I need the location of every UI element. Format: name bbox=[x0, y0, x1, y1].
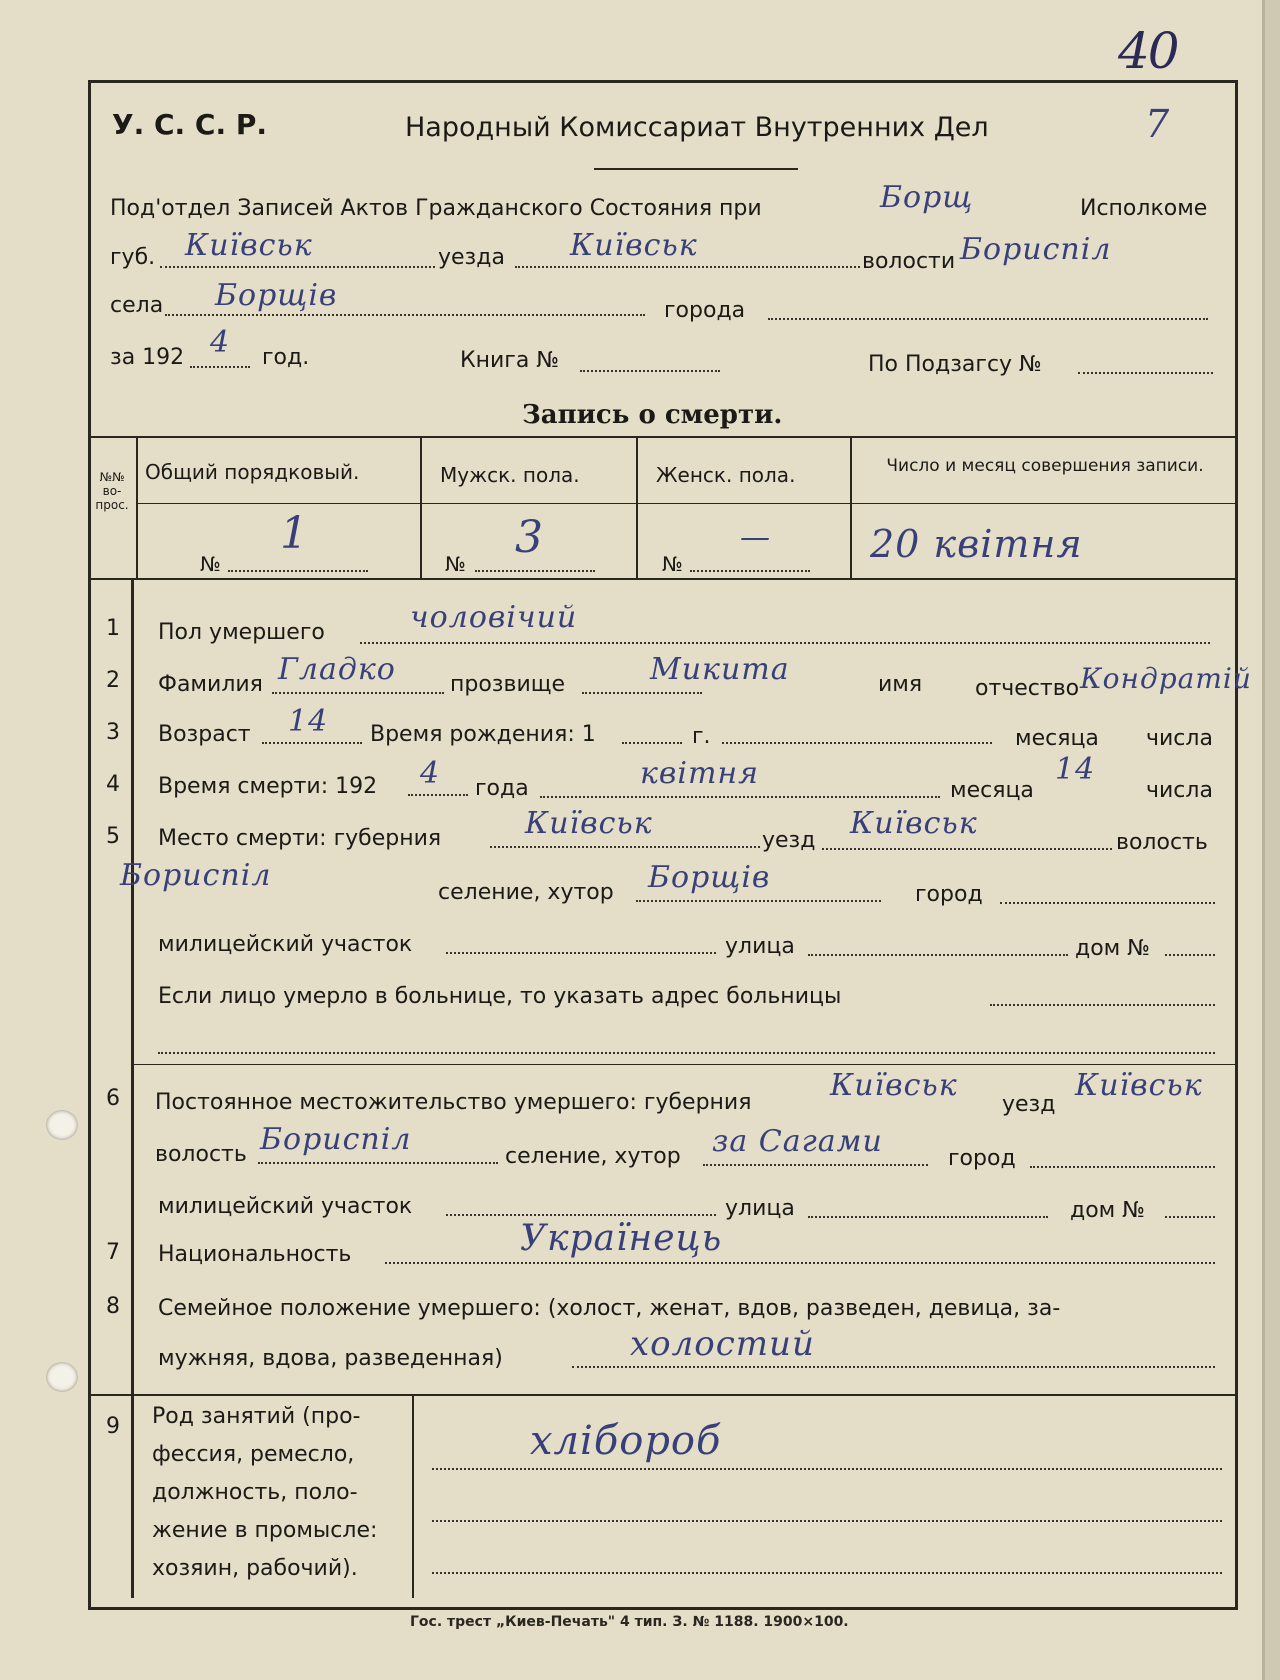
death-time-label: Время смерти: 192 bbox=[158, 774, 378, 799]
occupation-label-1: Род занятий (про- bbox=[152, 1404, 361, 1429]
row-number: 7 bbox=[106, 1240, 120, 1265]
occupation-label-2: фессия, ремесло, bbox=[152, 1442, 355, 1467]
name-hand: Микита bbox=[650, 652, 790, 687]
occupation-line bbox=[432, 1572, 1222, 1574]
city-label: город bbox=[948, 1146, 1016, 1171]
birth-year-suffix: г. bbox=[692, 724, 711, 749]
patronymic-label: отчество bbox=[975, 676, 1080, 701]
residence-village-hand: за Сагами bbox=[712, 1124, 883, 1159]
residence-gub-hand: Київськ bbox=[830, 1068, 958, 1103]
kniga-label: Книга № bbox=[460, 348, 560, 373]
name-label: имя bbox=[878, 672, 923, 697]
row-number: 3 bbox=[106, 720, 120, 745]
punch-hole bbox=[46, 1110, 78, 1140]
header-subrule bbox=[136, 503, 1238, 504]
house-label: дом № bbox=[1070, 1198, 1146, 1223]
street-label: улица bbox=[725, 934, 795, 959]
death-month-hand: квітня bbox=[640, 756, 760, 791]
god-label: год. bbox=[262, 345, 310, 370]
punch-hole bbox=[46, 1362, 78, 1392]
nickname-label: прозвище bbox=[450, 672, 566, 697]
occupation-line bbox=[432, 1468, 1222, 1470]
uezd-label: уезда bbox=[438, 245, 505, 270]
hospital-line-2 bbox=[158, 1052, 1215, 1054]
col1-line bbox=[228, 570, 368, 572]
residence-volost-hand: Бориспіл bbox=[260, 1122, 412, 1157]
podzags-label: По Подзагсу № bbox=[868, 352, 1042, 377]
podzags-line bbox=[1078, 372, 1213, 374]
number-column-rule bbox=[131, 578, 134, 1598]
year-label: за 192 bbox=[110, 345, 185, 370]
death-volost-hand: Бориспіл bbox=[120, 858, 272, 893]
col-header-male: Мужск. пола. bbox=[440, 463, 580, 487]
patronymic-hand: Кондратій bbox=[1080, 662, 1252, 695]
col-divider bbox=[850, 436, 852, 578]
ispolkom-label: Исполкоме bbox=[1080, 196, 1208, 221]
col2-line bbox=[475, 570, 595, 572]
residence-volost-line bbox=[258, 1162, 498, 1164]
age-hand: 14 bbox=[288, 704, 329, 739]
col-divider bbox=[136, 436, 138, 578]
day-label: числа bbox=[1146, 778, 1213, 803]
col2-hand: 3 bbox=[515, 512, 544, 563]
nationality-label: Национальность bbox=[158, 1242, 352, 1267]
uezd-label: уезд bbox=[1002, 1092, 1056, 1117]
no-prefix: № bbox=[662, 552, 683, 576]
gorod-label: города bbox=[664, 298, 746, 323]
selo-label: села bbox=[110, 293, 164, 318]
death-gub-line bbox=[490, 846, 760, 848]
col-divider bbox=[636, 436, 638, 578]
death-house-line bbox=[1165, 954, 1215, 956]
day-label: числа bbox=[1146, 726, 1213, 751]
surname-hand: Гладко bbox=[278, 652, 396, 687]
nickname-line bbox=[582, 692, 702, 694]
subdept-hand: Борщ bbox=[880, 180, 974, 215]
gorod-line bbox=[768, 318, 1208, 320]
residence-uezd-hand: Київськ bbox=[1075, 1068, 1203, 1103]
col-divider bbox=[412, 1394, 414, 1598]
nationality-hand: Українець bbox=[520, 1218, 723, 1259]
gub-hand: Київськ bbox=[185, 228, 313, 263]
police-district-label: милицейский участок bbox=[158, 1194, 413, 1219]
title-rule bbox=[594, 168, 798, 170]
surname-label: Фамилия bbox=[158, 672, 263, 697]
occupation-label-4: жение в промысле: bbox=[152, 1518, 378, 1543]
col3-line bbox=[690, 570, 810, 572]
death-street-line bbox=[808, 954, 1068, 956]
birth-label: Время рождения: 1 bbox=[370, 722, 596, 747]
residence-street-line bbox=[808, 1216, 1048, 1218]
no-prefix: № bbox=[445, 552, 466, 576]
volost-label: волость bbox=[1116, 830, 1208, 855]
death-uezd-hand: Київськ bbox=[850, 806, 978, 841]
year-word: года bbox=[475, 776, 529, 801]
volost-label: волости bbox=[862, 249, 956, 274]
subdept-label: Под'отдел Записей Актов Гражданского Состояния при bbox=[110, 196, 762, 221]
city-label: город bbox=[915, 882, 983, 907]
occupation-line bbox=[432, 1520, 1222, 1522]
selo-line bbox=[165, 314, 645, 316]
birth-month-line bbox=[722, 742, 992, 744]
sex-hand: чоловічий bbox=[410, 600, 578, 635]
nationality-line bbox=[385, 1262, 1215, 1264]
uezd-hand: Київськ bbox=[570, 228, 698, 263]
month-label: месяца bbox=[1015, 726, 1099, 751]
death-day-hand: 14 bbox=[1055, 752, 1096, 787]
residence-police-line bbox=[446, 1214, 716, 1216]
row-divider bbox=[88, 1394, 1238, 1396]
month-label: месяца bbox=[950, 778, 1034, 803]
death-place-label: Место смерти: губерния bbox=[158, 826, 442, 851]
death-uezd-line bbox=[822, 848, 1112, 850]
marital-hand: холостий bbox=[630, 1324, 815, 1364]
occupation-label-5: хозяин, рабочий). bbox=[152, 1556, 358, 1581]
uezd-label: уезд bbox=[762, 828, 816, 853]
selo-hand: Борщів bbox=[215, 278, 338, 313]
year-line bbox=[190, 366, 250, 368]
residence-label: Постоянное местожительство умершего: губерния bbox=[155, 1090, 752, 1115]
kniga-line bbox=[580, 370, 720, 372]
gub-label: губ. bbox=[110, 245, 156, 270]
row-number: 5 bbox=[106, 824, 120, 849]
gub-line bbox=[160, 266, 435, 268]
table-bottom-rule bbox=[88, 578, 1238, 580]
marital-line bbox=[572, 1366, 1215, 1368]
death-gub-hand: Київськ bbox=[525, 806, 653, 841]
stamp-number: 7 bbox=[1145, 102, 1171, 146]
residence-city-line bbox=[1030, 1166, 1215, 1168]
row-number: 2 bbox=[106, 668, 120, 693]
street-label: улица bbox=[725, 1196, 795, 1221]
police-district-label: милицейский участок bbox=[158, 932, 413, 957]
residence-house-line bbox=[1165, 1216, 1215, 1218]
row-number: 8 bbox=[106, 1294, 120, 1319]
col1-hand: 1 bbox=[280, 508, 309, 559]
residence-village-line bbox=[703, 1164, 928, 1166]
death-month-line bbox=[540, 796, 940, 798]
hospital-line bbox=[990, 1004, 1215, 1006]
col-header-date: Число и месяц совершения записи. bbox=[886, 456, 1204, 476]
village-label: селение, хутор bbox=[505, 1144, 681, 1169]
surname-line bbox=[272, 692, 444, 694]
house-label: дом № bbox=[1075, 936, 1151, 961]
col4-hand: 20 квітня bbox=[870, 522, 1083, 566]
volost-label: волость bbox=[155, 1142, 247, 1167]
row-number: 9 bbox=[106, 1414, 120, 1439]
sex-line bbox=[360, 642, 1210, 644]
uezd-line bbox=[515, 266, 860, 268]
marital-label: Семейное положение умершего: (холост, женат, вдов, разведен, девица, за- bbox=[158, 1296, 1061, 1321]
death-city-line bbox=[1000, 902, 1215, 904]
age-line bbox=[262, 742, 362, 744]
occupation-label-3: должность, поло- bbox=[152, 1480, 358, 1505]
commissariat-title: Народный Комиссариат Внутренних Дел bbox=[405, 112, 989, 143]
death-year-hand: 4 bbox=[420, 756, 441, 791]
volost-hand: Бориспіл bbox=[960, 232, 1112, 267]
form-title: Запись о смерти. bbox=[522, 400, 783, 430]
col-header-overall: Общий порядковый. bbox=[145, 460, 360, 484]
printer-imprint: Гос. трест „Киев-Печать" 4 тип. З. № 1188. 1900×100. bbox=[410, 1614, 849, 1630]
question-number-header: №№ во-прос. bbox=[95, 470, 129, 512]
sex-label: Пол умершего bbox=[158, 620, 325, 645]
no-prefix: № bbox=[200, 552, 221, 576]
col-header-female: Женск. пола. bbox=[656, 463, 796, 487]
marital-label-2: мужняя, вдова, разведенная) bbox=[158, 1346, 503, 1371]
village-label: селение, хутор bbox=[438, 880, 614, 905]
birth-year-line bbox=[622, 742, 682, 744]
year-hand: 4 bbox=[210, 325, 231, 360]
death-year-line bbox=[408, 794, 468, 796]
death-police-line bbox=[446, 952, 716, 954]
hospital-label: Если лицо умерло в больнице, то указать адрес больницы bbox=[158, 984, 842, 1009]
col3-hand: — bbox=[740, 520, 771, 555]
table-top-rule bbox=[88, 436, 1238, 438]
row-divider bbox=[134, 1064, 1238, 1065]
row-number: 4 bbox=[106, 772, 120, 797]
ussr-label: У. С. С. Р. bbox=[112, 108, 267, 141]
page-number: 40 bbox=[1118, 22, 1178, 80]
age-label: Возраст bbox=[158, 722, 251, 747]
death-village-line bbox=[636, 900, 881, 902]
death-village-hand: Борщів bbox=[648, 860, 771, 895]
col-divider bbox=[420, 436, 422, 578]
occupation-hand: хлібороб bbox=[530, 1418, 722, 1464]
row-number: 6 bbox=[106, 1086, 120, 1111]
row-number: 1 bbox=[106, 616, 120, 641]
